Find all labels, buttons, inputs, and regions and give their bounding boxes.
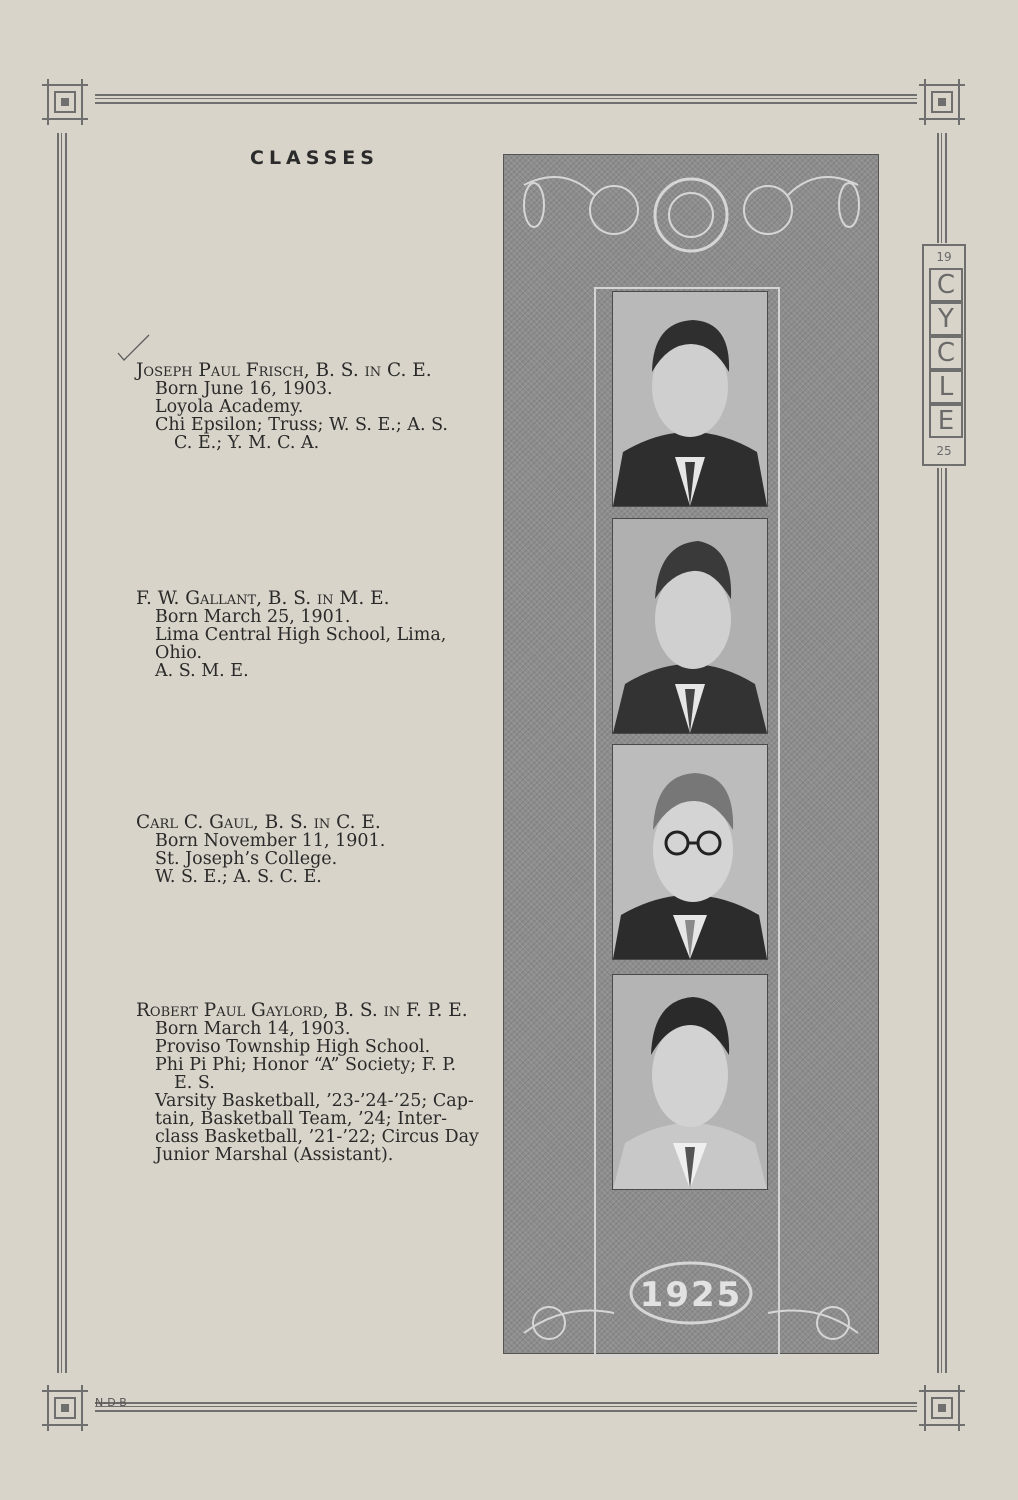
side-tab-year-bottom: 25	[936, 444, 952, 458]
birth-date: Born November 11, 1901.	[155, 831, 386, 851]
student-entry	[136, 362, 481, 452]
portrait-photo	[612, 518, 768, 734]
frame-top-rule	[95, 94, 917, 104]
panel-year-emblem: 1925	[639, 1275, 743, 1315]
side-tab-letter: C	[929, 336, 963, 370]
side-tab-cycle	[922, 244, 966, 466]
birth-date: Born March 14, 1903.	[155, 1019, 351, 1039]
corner-ornament-top-left	[40, 77, 90, 127]
honors: Varsity Basketball, ’23-’24-’25; Cap-	[155, 1091, 474, 1111]
page-title: CLASSES	[250, 147, 379, 169]
student-name: F. W. Gallant, B. S. in M. E.	[136, 588, 390, 609]
portrait-photo	[612, 291, 768, 507]
side-tab-letter: C	[929, 268, 963, 302]
portrait-photo	[612, 744, 768, 960]
pencil-checkmark-icon	[116, 333, 152, 363]
side-tab-letter: L	[929, 370, 963, 404]
side-tab-letter: Y	[929, 302, 963, 336]
honors: Junior Marshal (Assistant).	[155, 1145, 394, 1165]
activities: E. S.	[174, 1073, 215, 1093]
prior-school: Proviso Township High School.	[155, 1037, 431, 1057]
corner-ornament-top-right	[917, 77, 967, 127]
activities: W. S. E.; A. S. C. E.	[155, 867, 322, 887]
prior-school: Lima Central High School, Lima, Ohio.	[155, 625, 447, 663]
side-tab-year-top: 19	[936, 250, 952, 264]
frame-bottom-rule	[95, 1402, 917, 1412]
birth-date: Born June 16, 1903.	[155, 379, 333, 399]
prior-school: Loyola Academy.	[155, 397, 304, 417]
student-name: Carl C. Gaul, B. S. in C. E.	[136, 812, 381, 833]
activities: C. E.; Y. M. C. A.	[174, 433, 320, 453]
engraver-initials: N-D-B	[95, 1396, 127, 1409]
student-entry	[136, 814, 481, 886]
frame-right-rule-upper	[937, 133, 947, 243]
side-tab-letter: E	[929, 404, 963, 438]
student-entry	[136, 590, 481, 680]
activities: Phi Pi Phi; Honor “A” Society; F. P.	[155, 1055, 457, 1075]
frame-left-rule	[57, 133, 67, 1373]
honors: class Basketball, ’21-’22; Circus Day	[155, 1127, 479, 1147]
student-name: Robert Paul Gaylord, B. S. in F. P. E.	[136, 1000, 468, 1021]
student-entry	[136, 1002, 481, 1164]
honors: tain, Basketball Team, ’24; Inter-	[155, 1109, 448, 1129]
corner-ornament-bottom-right	[917, 1383, 967, 1433]
birth-date: Born March 25, 1901.	[155, 607, 351, 627]
prior-school: St. Joseph’s College.	[155, 849, 338, 869]
activities: A. S. M. E.	[155, 661, 249, 681]
frame-right-rule-lower	[937, 468, 947, 1373]
activities: Chi Epsilon; Truss; W. S. E.; A. S.	[155, 415, 448, 435]
student-name: Joseph Paul Frisch, B. S. in C. E.	[136, 360, 432, 381]
panel-top-ornament	[504, 155, 878, 285]
corner-ornament-bottom-left	[40, 1383, 90, 1433]
portrait-photo	[612, 974, 768, 1190]
